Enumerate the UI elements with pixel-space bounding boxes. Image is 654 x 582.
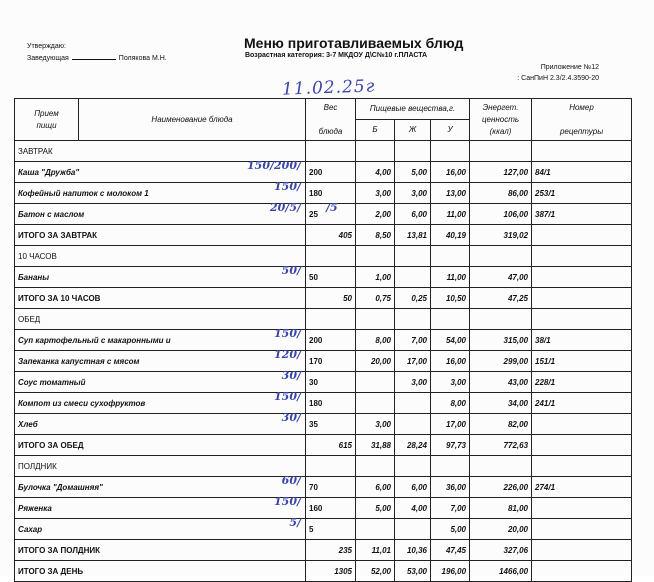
dish-weight: 200 <box>306 330 356 351</box>
empty-cell <box>470 141 532 162</box>
total-fat: 28,24 <box>395 435 431 456</box>
handwritten-portion: 150/ <box>274 180 301 193</box>
carbs-value: 54,00 <box>431 330 470 351</box>
total-carbs: 47,45 <box>431 540 470 561</box>
dish-name: Бананы 50/ <box>15 267 306 288</box>
handwritten-portion: /5 <box>326 201 338 214</box>
energy-value: 34,00 <box>470 393 532 414</box>
empty-cell <box>470 456 532 477</box>
protein-value: 3,00 <box>356 414 395 435</box>
energy-value: 226,00 <box>470 477 532 498</box>
dish-row <box>15 162 632 183</box>
empty-cell <box>532 456 632 477</box>
protein-value: 6,00 <box>356 477 395 498</box>
sanpin-label: : СанПиН 2.3/2.4.3590-20 <box>517 75 599 82</box>
section-row <box>15 456 632 477</box>
recipe-number: 274/1 <box>532 477 632 498</box>
page-title: Меню приготавливаемых блюд <box>244 35 464 51</box>
section-row <box>15 141 632 162</box>
col-recipe: Номер рецептуры <box>532 99 632 141</box>
meal-section-label: ЗАВТРАК <box>15 141 306 162</box>
protein-value: 20,00 <box>356 351 395 372</box>
empty-cell <box>532 225 632 246</box>
dish-weight: 5 <box>306 519 356 540</box>
menu-body <box>15 141 632 582</box>
empty-cell <box>431 456 470 477</box>
empty-cell <box>532 435 632 456</box>
signature-line <box>72 53 116 60</box>
energy-value: 81,00 <box>470 498 532 519</box>
dish-name: Булочка "Домашняя" 60/ <box>15 477 306 498</box>
approved-label: Утверждаю: <box>27 43 66 50</box>
recipe-number: 228/1 <box>532 372 632 393</box>
total-label: ИТОГО ЗА ПОЛДНИК <box>15 540 306 561</box>
dish-name: Каша "Дружба" 150/200/ <box>15 162 306 183</box>
approver-name: Полякова М.Н. <box>118 55 167 62</box>
recipe-number: 387/1 <box>532 204 632 225</box>
col-energy: Энергет. ценность (ккал) <box>470 99 532 141</box>
menu-table <box>14 98 632 582</box>
recipe-number: 84/1 <box>532 162 632 183</box>
approver-line <box>27 53 167 65</box>
energy-value: 106,00 <box>470 204 532 225</box>
handwritten-portion: 30/ <box>281 411 301 424</box>
recipe-number: 241/1 <box>532 393 632 414</box>
total-row <box>15 540 632 561</box>
total-energy: 772,63 <box>470 435 532 456</box>
handwritten-portion: 30/ <box>281 369 301 382</box>
empty-cell <box>356 141 395 162</box>
carbs-value: 3,00 <box>431 372 470 393</box>
section-row <box>15 309 632 330</box>
total-carbs: 97,73 <box>431 435 470 456</box>
handwritten-portion: 50/ <box>281 264 301 277</box>
total-fat: 53,00 <box>395 561 431 582</box>
dish-weight: 160 <box>306 498 356 519</box>
carbs-value: 8,00 <box>431 393 470 414</box>
total-carbs: 10,50 <box>431 288 470 309</box>
carbs-value: 5,00 <box>431 519 470 540</box>
handwritten-portion: 20/5/ <box>270 201 301 214</box>
protein-value: 8,00 <box>356 330 395 351</box>
recipe-number <box>532 267 632 288</box>
carbs-value: 11,00 <box>431 204 470 225</box>
empty-cell <box>356 246 395 267</box>
handwritten-portion: 150/ <box>274 327 301 340</box>
meal-section-label: 10 ЧАСОВ <box>15 246 306 267</box>
dish-weight: 30 <box>306 372 356 393</box>
energy-value: 86,00 <box>470 183 532 204</box>
energy-value: 315,00 <box>470 330 532 351</box>
carbs-value: 16,00 <box>431 162 470 183</box>
fat-value: 3,00 <box>395 183 431 204</box>
handwritten-portion: 60/ <box>281 474 301 487</box>
dish-row <box>15 498 632 519</box>
dish-name: Кофейный напиток с молоком 1 150/ <box>15 183 306 204</box>
col-fat: Ж <box>395 120 431 141</box>
total-protein: 0,75 <box>356 288 395 309</box>
total-weight: 405 <box>306 225 356 246</box>
section-row <box>15 246 632 267</box>
dish-weight: 50 <box>306 267 356 288</box>
fat-value <box>395 267 431 288</box>
empty-cell <box>356 456 395 477</box>
empty-cell <box>470 309 532 330</box>
recipe-number: 151/1 <box>532 351 632 372</box>
recipe-number <box>532 414 632 435</box>
empty-cell <box>395 456 431 477</box>
empty-cell <box>306 246 356 267</box>
fat-value: 3,00 <box>395 372 431 393</box>
handwritten-portion: 150/ <box>274 495 301 508</box>
dish-row <box>15 393 632 414</box>
dish-row <box>15 351 632 372</box>
energy-value: 82,00 <box>470 414 532 435</box>
recipe-number: 253/1 <box>532 183 632 204</box>
empty-cell <box>431 141 470 162</box>
total-energy: 1466,00 <box>470 561 532 582</box>
total-energy: 47,25 <box>470 288 532 309</box>
energy-value: 20,00 <box>470 519 532 540</box>
col-nutrients: Пищевые вещества,г. <box>356 99 470 120</box>
carbs-value: 13,00 <box>431 183 470 204</box>
fat-value <box>395 414 431 435</box>
carbs-value: 16,00 <box>431 351 470 372</box>
total-row <box>15 435 632 456</box>
empty-cell <box>431 246 470 267</box>
energy-value: 299,00 <box>470 351 532 372</box>
total-row <box>15 225 632 246</box>
handwritten-portion: 5/ <box>289 516 301 529</box>
dish-weight: 25 /5 <box>306 204 356 225</box>
total-weight: 235 <box>306 540 356 561</box>
empty-cell <box>532 288 632 309</box>
total-row <box>15 288 632 309</box>
empty-cell <box>395 246 431 267</box>
handwritten-date: 11.02.25г <box>281 76 376 100</box>
carbs-value: 7,00 <box>431 498 470 519</box>
dish-name: Суп картофельный с макаронными и 150/ <box>15 330 306 351</box>
total-protein: 8,50 <box>356 225 395 246</box>
dish-row <box>15 477 632 498</box>
protein-value <box>356 372 395 393</box>
empty-cell <box>306 141 356 162</box>
dish-row <box>15 414 632 435</box>
total-fat: 10,36 <box>395 540 431 561</box>
dish-name: Сахар 5/ <box>15 519 306 540</box>
col-carbs: У <box>431 120 470 141</box>
dish-row <box>15 204 632 225</box>
total-protein: 52,00 <box>356 561 395 582</box>
carbs-value: 36,00 <box>431 477 470 498</box>
dish-name: Запеканка капустная с мясом 120/ <box>15 351 306 372</box>
fat-value <box>395 519 431 540</box>
total-row <box>15 561 632 582</box>
handwritten-portion: 120/ <box>274 348 301 361</box>
total-fat: 0,25 <box>395 288 431 309</box>
meal-section-label: ПОЛДНИК <box>15 456 306 477</box>
dish-row <box>15 372 632 393</box>
empty-cell <box>395 309 431 330</box>
total-fat: 13,81 <box>395 225 431 246</box>
energy-value: 43,00 <box>470 372 532 393</box>
dish-row <box>15 330 632 351</box>
total-label: ИТОГО ЗА ОБЕД <box>15 435 306 456</box>
dish-row <box>15 183 632 204</box>
fat-value: 6,00 <box>395 477 431 498</box>
appendix-label: Приложение №12 <box>540 64 599 71</box>
protein-value: 2,00 <box>356 204 395 225</box>
empty-cell <box>356 309 395 330</box>
dish-weight: 180 <box>306 183 356 204</box>
dish-weight: 35 <box>306 414 356 435</box>
fat-value <box>395 393 431 414</box>
dish-name: Компот из смеси сухофруктов 150/ <box>15 393 306 414</box>
total-label: ИТОГО ЗА 10 ЧАСОВ <box>15 288 306 309</box>
protein-value: 1,00 <box>356 267 395 288</box>
empty-cell <box>532 141 632 162</box>
empty-cell <box>532 309 632 330</box>
total-weight: 1305 <box>306 561 356 582</box>
protein-value: 5,00 <box>356 498 395 519</box>
empty-cell <box>470 246 532 267</box>
appendix-block <box>517 62 599 84</box>
empty-cell <box>431 309 470 330</box>
dish-row <box>15 267 632 288</box>
dish-weight: 200 <box>306 162 356 183</box>
recipe-number: 38/1 <box>532 330 632 351</box>
fat-value: 4,00 <box>395 498 431 519</box>
fat-value: 6,00 <box>395 204 431 225</box>
meal-section-label: ОБЕД <box>15 309 306 330</box>
protein-value: 4,00 <box>356 162 395 183</box>
total-weight: 50 <box>306 288 356 309</box>
protein-value <box>356 393 395 414</box>
fat-value: 5,00 <box>395 162 431 183</box>
empty-cell <box>306 309 356 330</box>
dish-weight: 70 <box>306 477 356 498</box>
total-energy: 319,02 <box>470 225 532 246</box>
total-energy: 327,06 <box>470 540 532 561</box>
total-protein: 31,88 <box>356 435 395 456</box>
carbs-value: 11,00 <box>431 267 470 288</box>
dish-name: Ряженка 150/ <box>15 498 306 519</box>
empty-cell <box>395 141 431 162</box>
protein-value <box>356 519 395 540</box>
handwritten-portion: 150/ <box>274 390 301 403</box>
dish-row <box>15 519 632 540</box>
col-protein: Б <box>356 120 395 141</box>
dish-weight: 170 <box>306 351 356 372</box>
total-label: ИТОГО ЗА ЗАВТРАК <box>15 225 306 246</box>
age-category: Возрастная категория: 3-7 МКДОУ Д\С№10 г.ПЛАСТА <box>245 52 428 59</box>
carbs-value: 17,00 <box>431 414 470 435</box>
col-dish-name: Наименование блюда <box>79 99 306 141</box>
total-carbs: 40,19 <box>431 225 470 246</box>
total-carbs: 196,00 <box>431 561 470 582</box>
approver-position: Заведующая <box>27 55 69 62</box>
empty-cell <box>532 246 632 267</box>
fat-value: 17,00 <box>395 351 431 372</box>
approval-block <box>27 41 167 65</box>
dish-weight: 180 <box>306 393 356 414</box>
dish-name: Батон с маслом 20/5/ <box>15 204 306 225</box>
protein-value: 3,00 <box>356 183 395 204</box>
total-protein: 11,01 <box>356 540 395 561</box>
dish-name: Соус томатный 30/ <box>15 372 306 393</box>
empty-cell <box>532 540 632 561</box>
handwritten-portion: 150/200/ <box>247 159 301 172</box>
energy-value: 127,00 <box>470 162 532 183</box>
col-meal: Прием пищи <box>15 99 79 141</box>
empty-cell <box>306 456 356 477</box>
fat-value: 7,00 <box>395 330 431 351</box>
dish-name: Хлеб 30/ <box>15 414 306 435</box>
recipe-number <box>532 498 632 519</box>
recipe-number <box>532 519 632 540</box>
empty-cell <box>532 561 632 582</box>
total-weight: 615 <box>306 435 356 456</box>
total-label: ИТОГО ЗА ДЕНЬ <box>15 561 306 582</box>
col-weight: Вес блюда <box>306 99 356 141</box>
energy-value: 47,00 <box>470 267 532 288</box>
